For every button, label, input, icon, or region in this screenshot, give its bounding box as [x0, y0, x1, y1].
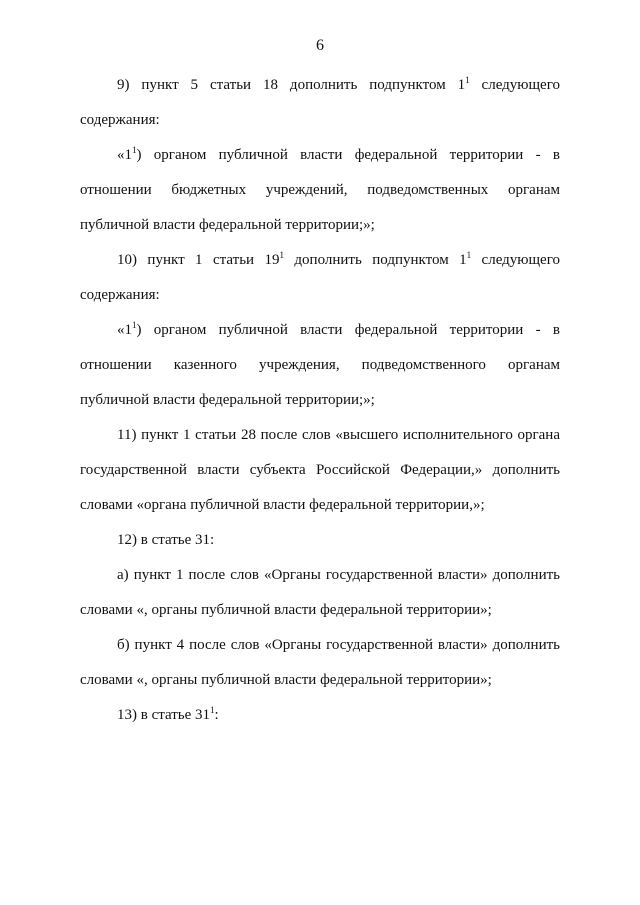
quote-9-line-3: публичной власти федеральной территории;»; [80, 217, 375, 233]
page-number: 6 [316, 37, 324, 54]
quote-10-line-2: отношении казенного учреждения, подведомственного органам [80, 357, 560, 373]
item-11-line-1: 11) пункт 1 статьи 28 после слов «высшего исполнительного органа [117, 427, 560, 443]
item-12-line-1: 12) в статье 31: [117, 532, 215, 548]
item-10-line-2: содержания: [80, 287, 160, 303]
item-12a-line-2: словами «, органы публичной власти федеральной территории»; [80, 602, 492, 618]
item-9-line-2: содержания: [80, 112, 160, 128]
quote-10-line-3: публичной власти федеральной территории;»; [80, 392, 375, 408]
quote-9-line-1: «$1^1$) органом публичной власти федеральной территории - в [117, 145, 560, 163]
item-10-line-1: 10) пункт 1 статьи $19^1$ дополнить подпунктом $1^1$ следующего [117, 250, 560, 268]
item-9-line-1: 9) пункт 5 статьи 18 дополнить подпунктом $1^1$ следующего [117, 75, 560, 93]
item-11-line-3: словами «органа публичной власти федеральной территории,»; [80, 497, 485, 513]
quote-10-line-1: «$1^1$) органом публичной власти федеральной территории - в [117, 320, 560, 338]
item-12b-line-2: словами «, органы публичной власти федеральной территории»; [80, 672, 492, 688]
item-13-line-1: 13) в статье $31^1$: [117, 705, 219, 723]
item-11-line-2: государственной власти субъекта Российской Федерации,» дополнить [80, 462, 560, 478]
item-12a-line-1: а) пункт 1 после слов «Органы государственной власти» дополнить [117, 567, 560, 583]
item-12b-line-1: б) пункт 4 после слов «Органы государственной власти» дополнить [117, 637, 560, 653]
quote-9-line-2: отношении бюджетных учреждений, подведомственных органам [80, 182, 560, 198]
